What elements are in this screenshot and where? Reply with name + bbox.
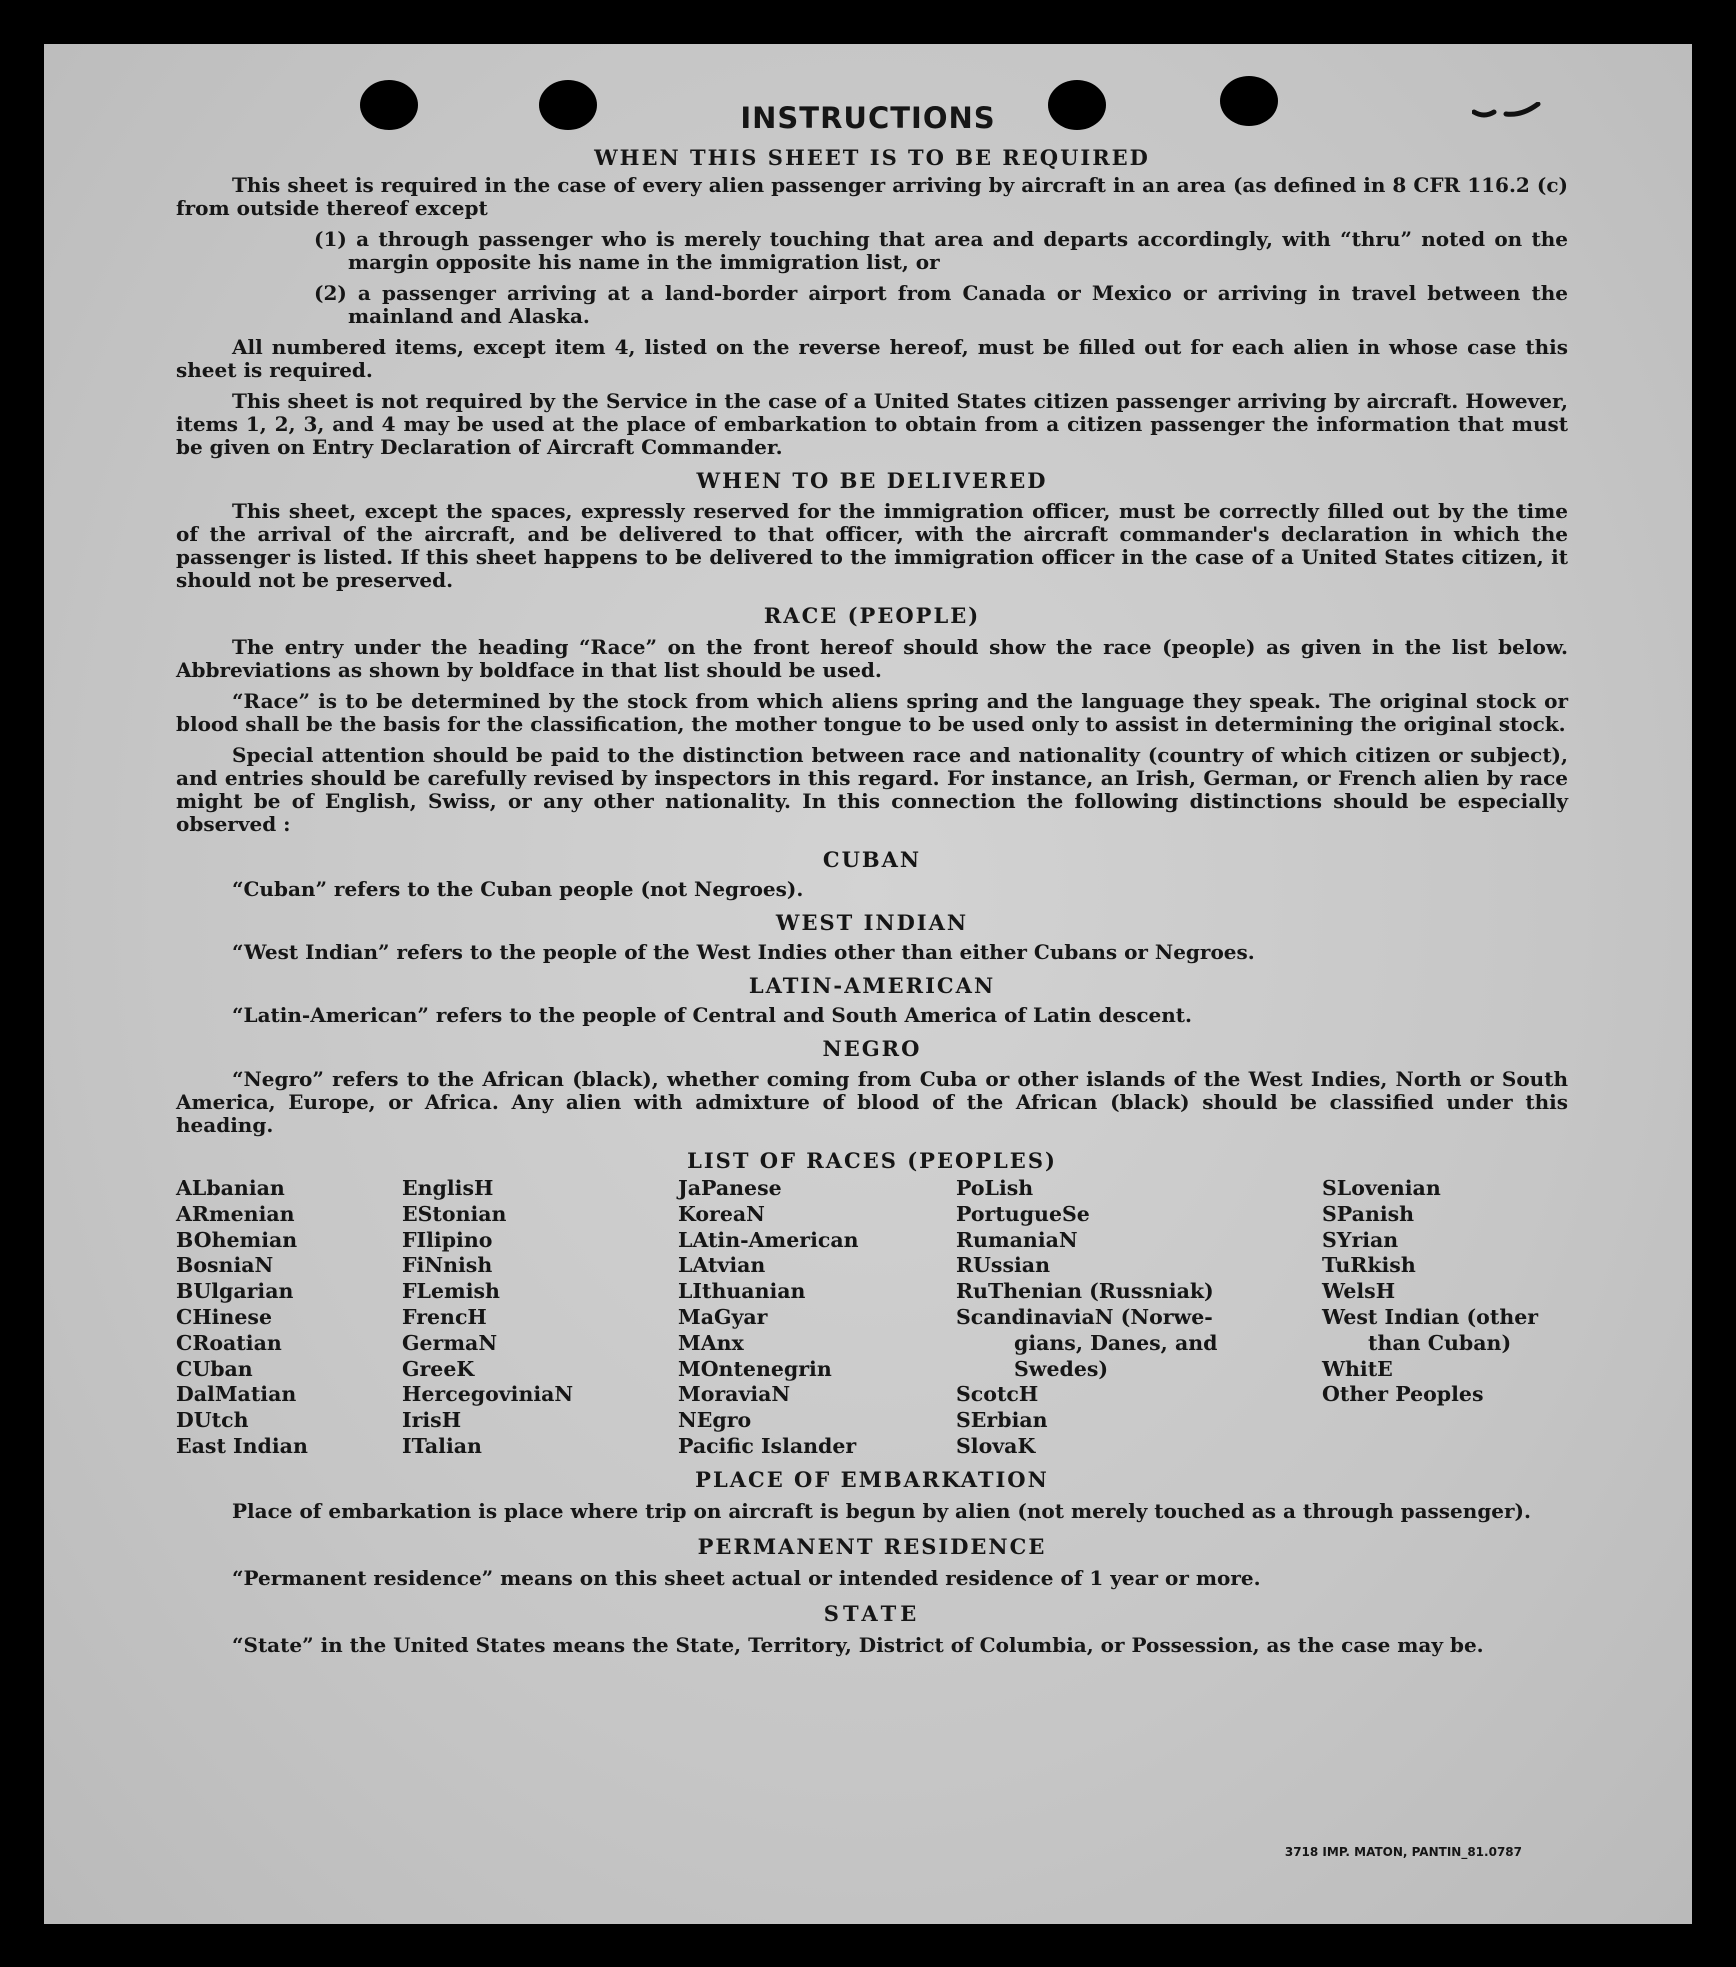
race-item: ITalian (402, 1433, 482, 1458)
race-item: BOhemian (176, 1227, 298, 1252)
section-heading: WHEN TO BE DELIVERED (696, 468, 1048, 493)
race-item: RuThenian (Russniak) (956, 1279, 1214, 1304)
race-item: PoLish (956, 1176, 1034, 1200)
race-item: MOntenegrin (678, 1356, 832, 1381)
race-item: DUtch (176, 1408, 249, 1433)
section-heading: WEST INDIAN (775, 910, 969, 935)
document-sheet (44, 44, 1692, 1924)
section-heading: RACE (PEOPLE) (763, 603, 981, 628)
race-item: WelsH (1322, 1279, 1396, 1304)
race-item: RumaniaN (956, 1227, 1078, 1252)
paragraph: Place of embarkation is place where trip on aircraft is begun by alien (not merely touched as a through passenger). (232, 1499, 1531, 1523)
race-item: FiNnish (402, 1253, 493, 1278)
race-item: CRoatian (176, 1330, 282, 1355)
section-heading: PERMANENT RESIDENCE (697, 1534, 1047, 1559)
paragraph: The entry under the heading “Race” on the front hereof should show the race (people) as given in the list below. Abbreviations as shown by boldface in that list should be used. (176, 635, 1568, 682)
race-item: SErbian (956, 1408, 1048, 1433)
paragraph: “Cuban” refers to the Cuban people (not Negroes). (232, 877, 804, 901)
race-item: BosniaN (176, 1253, 274, 1278)
race-item: IrisH (402, 1408, 462, 1433)
race-item: ARmenian (176, 1201, 295, 1226)
race-item: CHinese (176, 1304, 273, 1329)
race-item: HercegoviniaN (402, 1382, 574, 1407)
race-item: GermaN (402, 1330, 498, 1355)
section-heading: PLACE OF EMBARKATION (695, 1467, 1049, 1492)
race-item: PortugueSe (956, 1201, 1090, 1226)
race-item: MoraviaN (678, 1382, 791, 1407)
paragraph: Special attention should be paid to the distinction between race and nationality (country of which citizen or subject), and entries should be carefully revised by inspectors in this regard. For instance, an Irish, German, or French alien by race might be of English, Swiss, or any other nationality. In this connection the following distinctions should be especially observed : (176, 743, 1568, 836)
paragraph: This sheet is required in the case of every alien passenger arriving by aircraft in an area (as defined in 8 CFR 116.2 (c) from outside thereof except (176, 173, 1568, 220)
race-item: TuRkish (1322, 1253, 1416, 1278)
race-item: EStonian (402, 1201, 507, 1226)
section-heading: LIST OF RACES (PEOPLES) (687, 1148, 1057, 1173)
race-item: LIthuanian (678, 1279, 806, 1304)
paragraph: “West Indian” refers to the people of the West Indies other than either Cubans or Negroes. (232, 940, 1255, 964)
race-item: ScandinaviaN (Norwe- (956, 1304, 1213, 1329)
paragraph: All numbered items, except item 4, listed on the reverse hereof, must be filled out for each alien in whose case this sheet is required. (176, 335, 1568, 382)
race-item: NEgro (678, 1408, 752, 1433)
race-item: RUssian (956, 1253, 1050, 1278)
race-column (678, 1176, 859, 1460)
race-item: BUlgarian (176, 1279, 294, 1304)
paragraph: “Permanent residence” means on this sheet actual or intended residence of 1 year or more. (232, 1566, 1261, 1590)
race-item: LAtin-American (678, 1227, 859, 1252)
paragraph: “State” in the United States means the State, Territory, District of Columbia, or Possession, as the case may be. (232, 1633, 1484, 1657)
race-item: SPanish (1322, 1201, 1415, 1226)
instructions-body (176, 146, 1568, 1657)
race-column (402, 1176, 573, 1460)
paragraph: “Latin-American” refers to the people of Central and South America of Latin descent. (232, 1003, 1192, 1027)
page-title: INSTRUCTIONS (740, 101, 996, 135)
section-heading: NEGRO (822, 1036, 922, 1061)
paragraph: This sheet is not required by the Service in the case of a United States citizen passenger arriving by aircraft. However, items 1, 2, 3, and 4 may be used at the place of embarkation to obtain from a citizen passenger the information that must be given on Entry Declaration of Aircraft Commander. (176, 389, 1568, 459)
race-item: WhitE (1322, 1356, 1393, 1381)
race-item: CUban (176, 1356, 253, 1381)
race-item: Swedes) (1014, 1356, 1109, 1381)
race-item: MAnx (678, 1330, 744, 1355)
race-item: DalMatian (176, 1382, 297, 1407)
section-heading: LATIN-AMERICAN (748, 973, 996, 998)
paragraph: “Race” is to be determined by the stock from which aliens spring and the language they speak. The original stock or blood shall be the basis for the classification, the mother tongue to be used only to assist in determining the original stock. (176, 689, 1568, 736)
race-item: FrencH (402, 1304, 487, 1329)
race-item: GreeK (402, 1356, 475, 1381)
race-item: SLovenian (1322, 1176, 1441, 1200)
race-item: KoreaN (678, 1201, 765, 1226)
section-heading: WHEN THIS SHEET IS TO BE REQUIRED (594, 145, 1150, 170)
race-item: FLemish (402, 1279, 500, 1304)
race-item: gians, Danes, and (1014, 1330, 1218, 1355)
race-item: than Cuban) (1368, 1330, 1512, 1355)
race-item: Other Peoples (1322, 1382, 1484, 1407)
race-item: LAtvian (678, 1253, 766, 1278)
race-item: EnglisH (402, 1176, 494, 1200)
race-item: FIlipino (402, 1227, 493, 1252)
race-item: Pacific Islander (678, 1433, 857, 1458)
race-item: SYrian (1322, 1227, 1399, 1252)
section-heading: STATE (823, 1601, 921, 1626)
race-column (176, 1176, 308, 1460)
list-item: (2) a passenger arriving at a land-border airport from Canada or Mexico or arriving in travel between the mainland and Alaska. (314, 281, 1568, 328)
race-column (1322, 1176, 1538, 1408)
race-item: SlovaK (956, 1433, 1036, 1458)
race-item: West Indian (other (1322, 1304, 1539, 1329)
race-item: East Indian (176, 1433, 308, 1458)
section-heading: CUBAN (822, 847, 922, 872)
race-column (956, 1176, 1217, 1460)
race-item: ALbanian (176, 1176, 285, 1200)
race-item: MaGyar (678, 1304, 768, 1329)
printer-imprint: 3718 IMP. MATON, PANTIN_81.0787 (1284, 1845, 1522, 1859)
paragraph: “Negro” refers to the African (black), whether coming from Cuba or other islands of the West Indies, North or South America, Europe, or Africa. Any alien with admixture of blood of the African (black) should be classified under this heading. (176, 1067, 1568, 1137)
race-item: ScotcH (956, 1382, 1039, 1407)
list-item: (1) a through passenger who is merely touching that area and departs accordingly, with “thru” noted on the margin opposite his name in the immigration list, or (314, 227, 1568, 274)
race-list (176, 1176, 1568, 1468)
paragraph: This sheet, except the spaces, expressly reserved for the immigration officer, must be correctly filled out by the time of the arrival of the aircraft, and be delivered to that officer, with the aircraft commander's declaration in which the passenger is listed. If this sheet happens to be delivered to the immigration officer in the case of a United States citizen, it should not be preserved. (176, 499, 1568, 592)
race-item: JaPanese (678, 1176, 782, 1200)
